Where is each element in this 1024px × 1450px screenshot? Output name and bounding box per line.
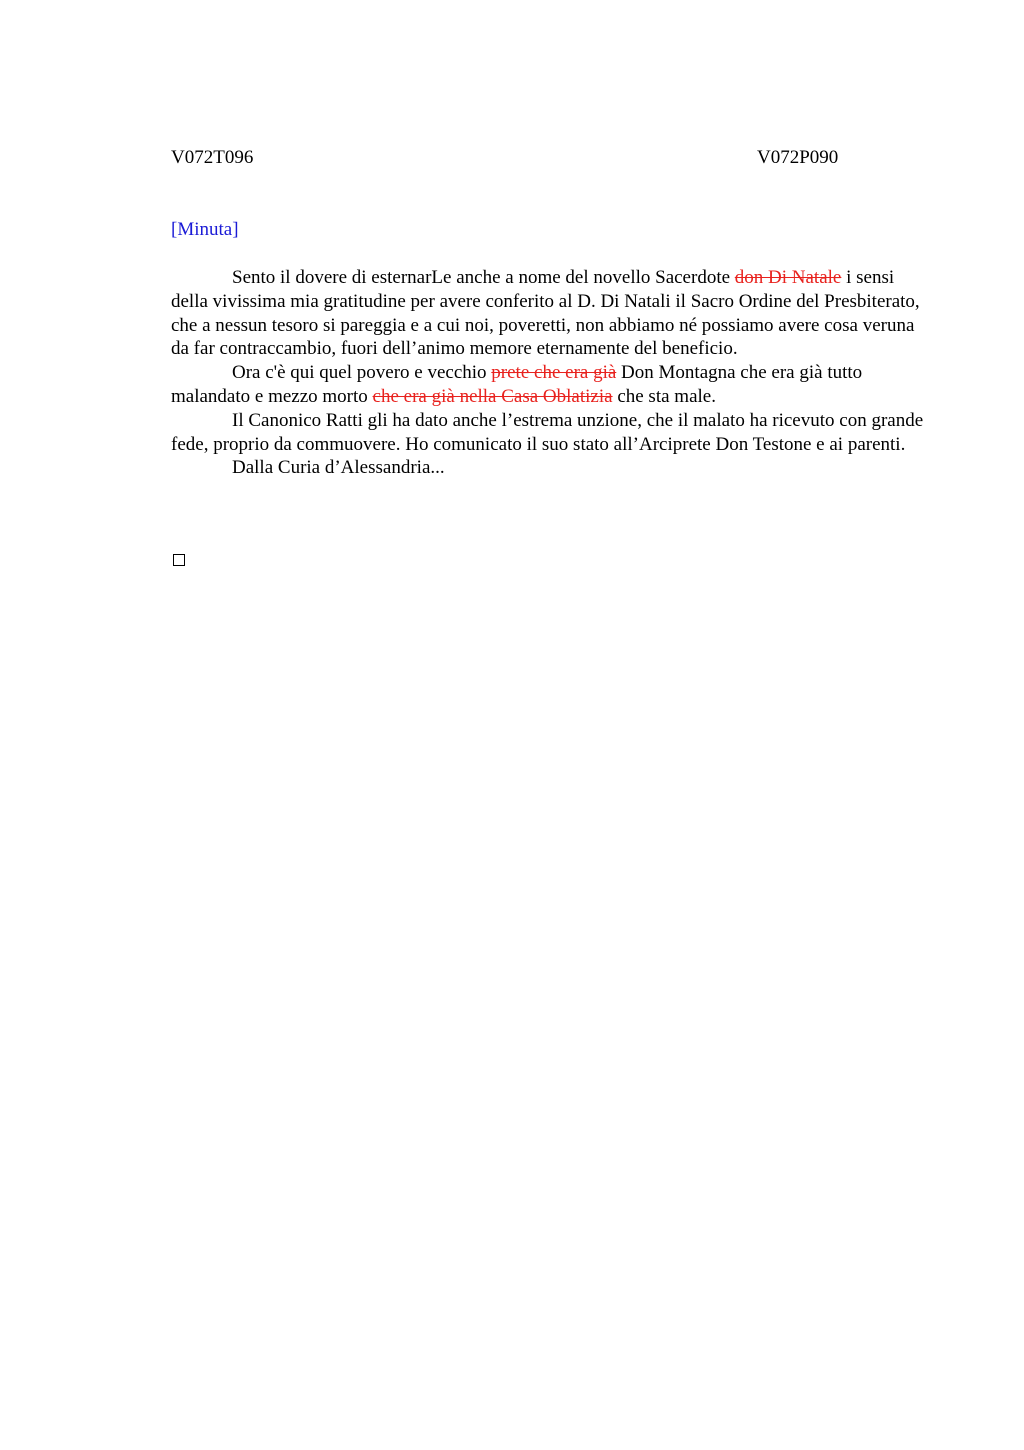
paragraph-4 [171,456,931,480]
document-ref-left: V072T096 [171,147,254,168]
paragraph-text: Il Canonico Ratti gli ha dato anche l’estrema unzione, che il malato ha ricevuto con grande fede, proprio da commuovere. Ho comunicato il suo stato all’Arciprete Don Testone e ai parenti. [171,409,924,455]
minuta-label: [Minuta] [171,219,239,240]
deleted-text: che era già nella Casa Oblatizia [372,385,613,407]
paragraph-2 [171,361,931,409]
deleted-text: prete che era già [491,362,617,384]
paragraph-text: Dalla Curia d’Alessandria... [232,457,445,479]
paragraph-text: Sento il dovere di esternarLe anche a nome del novello Sacerdote [232,267,735,288]
paragraph-1 [171,266,931,361]
paragraph-text: Don Montagna che era già tutto malandato e mezzo morto [171,362,863,407]
empty-square-icon [173,554,185,566]
document-ref-right: V072P090 [757,147,839,168]
paragraph-3 [171,409,931,457]
paragraph-text: i sensi della vivissima mia gratitudine per avere conferito al D. Di Natali il Sacro Ordine del Presbiterato, che a nessun tesoro si pareggia e a cui noi, poveretti, non abbiamo né possiamo avere cosa veruna da far contraccambio, fuori dell’animo memore eternamente del beneficio. [171,267,920,360]
paragraph-text: Ora c'è qui quel povero e vecchio [232,362,492,384]
letter-body [171,266,931,480]
deleted-text: don Di Natale [734,267,842,288]
paragraph-text: che sta male. [612,385,716,407]
